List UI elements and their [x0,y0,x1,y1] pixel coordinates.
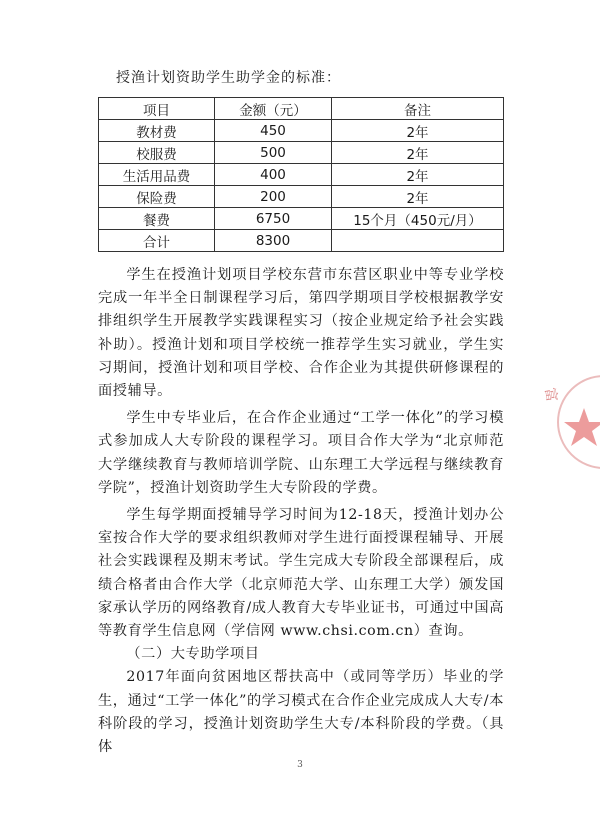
header-amount: 金额（元） [215,98,332,120]
section-heading: （二）大专助学项目 [126,646,260,663]
header-note: 备注 [332,98,504,120]
table-row [99,142,504,164]
header-item: 项目 [99,98,215,120]
seal-stamp-fragment [541,360,600,500]
cell-amount: 6750 [215,208,332,230]
seal-star-icon [546,360,600,500]
paragraph-college-study: 学生中专毕业后，在合作企业通过“工学一体化”的学习模式参加成人大专阶段的课程学习。项目合作大学为“北京师范大学继续教育与教师培训学院、山东理工大学远程与继续教育学院”，授渔计划资助学生大专阶段的学费。 [98,410,504,496]
cell-item: 校服费 [99,142,215,164]
table-row-total [99,230,504,252]
cell-note: 2年 [332,142,504,164]
table-row [99,120,504,142]
cell-amount: 200 [215,186,332,208]
table-header-row [99,98,504,120]
page-number: 3 [297,760,303,770]
cell-amount: 450 [215,120,332,142]
cell-amount: 500 [215,142,332,164]
cell-amount: 8300 [215,230,332,252]
table-row [99,164,504,186]
cell-note: 2年 [332,186,504,208]
cell-item: 保险费 [99,186,215,208]
paragraph-college-program: 2017年面向贫困地区帮扶高中（或同等学历）毕业的学生，通过“工学一体化”的学习模式在合作企业完成成人大专/本科阶段的学习，授渔计划资助学生大专/本科阶段的学费。（具体 [98,669,504,756]
cell-note [332,230,504,252]
body-text [98,264,504,759]
cell-item: 生活用品费 [99,164,215,186]
table-row [99,186,504,208]
cell-item: 合计 [99,230,215,252]
fee-standard-intro: 授渔计划资助学生助学金的标准： [116,70,341,86]
cell-note: 2年 [332,164,504,186]
cell-note: 2年 [332,120,504,142]
cell-note: 15个月（450元/月） [332,208,504,230]
cell-item: 餐费 [99,208,215,230]
cell-item: 教材费 [99,120,215,142]
cell-amount: 400 [215,164,332,186]
fee-table [98,97,504,252]
paragraph-tutoring: 学生每学期面授辅导学习时间为12-18天，授渔计划办公室按合作大学的要求组织教师对学生进行面授课程辅导、开展社会实践课程及期末考试。学生完成大专阶段全部课程后，成绩合格者由合作大学（北京师范大学、山东理工大学）颁发国家承认学历的网络教育/成人教育大专毕业证书，可通过中国高等教育学生信息网（学信网 www.chsi.com.cn）查询。 [98,507,504,640]
seal-text: 富 [541,386,560,404]
table-row [99,208,504,230]
paragraph-internship: 学生在授渔计划项目学校东营市东营区职业中等专业学校完成一年半全日制课程学习后，第四学期项目学校根据教学安排组织学生开展教学实践课程实习（按企业规定给予社会实践补助）。授渔计划和项目学校统一推荐学生实习就业，学生实习期间，授渔计划和项目学校、合作企业为其提供研修课程的面授辅导。 [98,267,504,400]
